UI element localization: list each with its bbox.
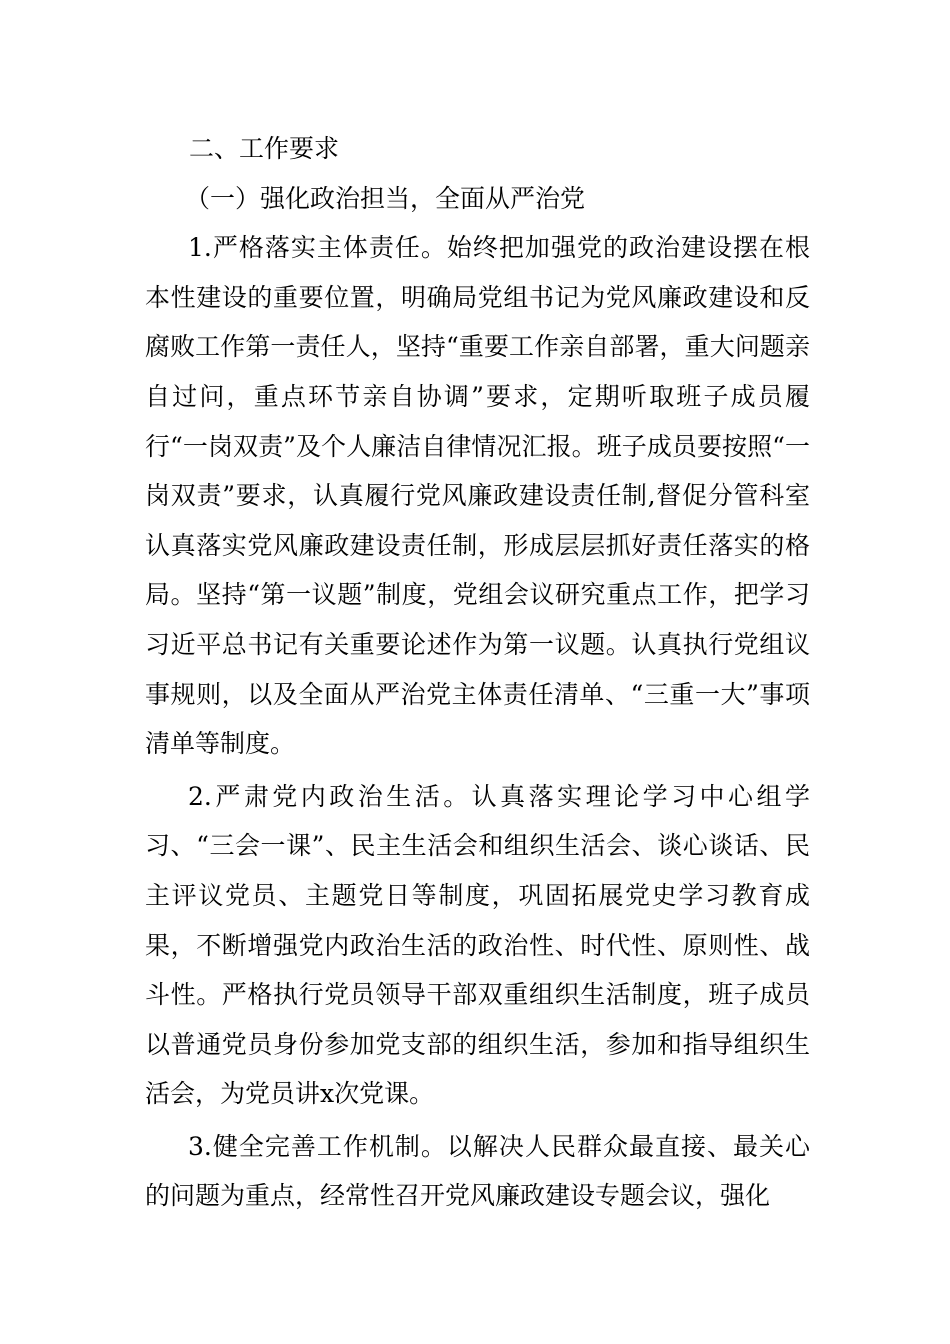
subsection-heading: （一）强化政治担当，全面从严治党 (185, 183, 586, 213)
paragraph-2: 2.严肃党内政治生活。认真落实理论学习中心组学习、“三会一课”、民主生活会和组织生活会、谈心谈话、民主评议党员、主题党日等制度，巩固拓展党史学习教育成果，不断增强党内政治生活的政治性、时代性、原则性、战斗性。严格执行党员领导干部双重组织生活制度，班子成员以普通党员身份参加党支部的组织生活，参加和指导组织生活会，为党员讲x次党课。 (145, 781, 810, 1109)
paragraph-3: 3.健全完善工作机制。以解决人民群众最直接、最关心的问题为重点，经常性召开党风廉政建设专题会议，强化 (145, 1131, 810, 1211)
document-body (145, 124, 810, 1221)
paragraph-1: 1.严格落实主体责任。始终把加强党的政治建设摆在根本性建设的重要位置，明确局党组书记为党风廉政建设和反腐败工作第一责任人，坚持“重要工作亲自部署，重大问题亲自过问，重点环节亲自协调”要求，定期听取班子成员履行“一岗双责”及个人廉洁自律情况汇报。班子成员要按照“一岗双责”要求，认真履行党风廉政建设责任制,督促分管科室认真落实党风廉政建设责任制，形成层层抓好责任落实的格局。坚持“第一议题”制度，党组会议研究重点工作，把学习习近平总书记有关重要论述作为第一议题。认真执行党组议事规则，以及全面从严治党主体责任清单、“三重一大”事项清单等制度。 (145, 233, 810, 759)
section-heading: 二、工作要求 (189, 134, 340, 163)
